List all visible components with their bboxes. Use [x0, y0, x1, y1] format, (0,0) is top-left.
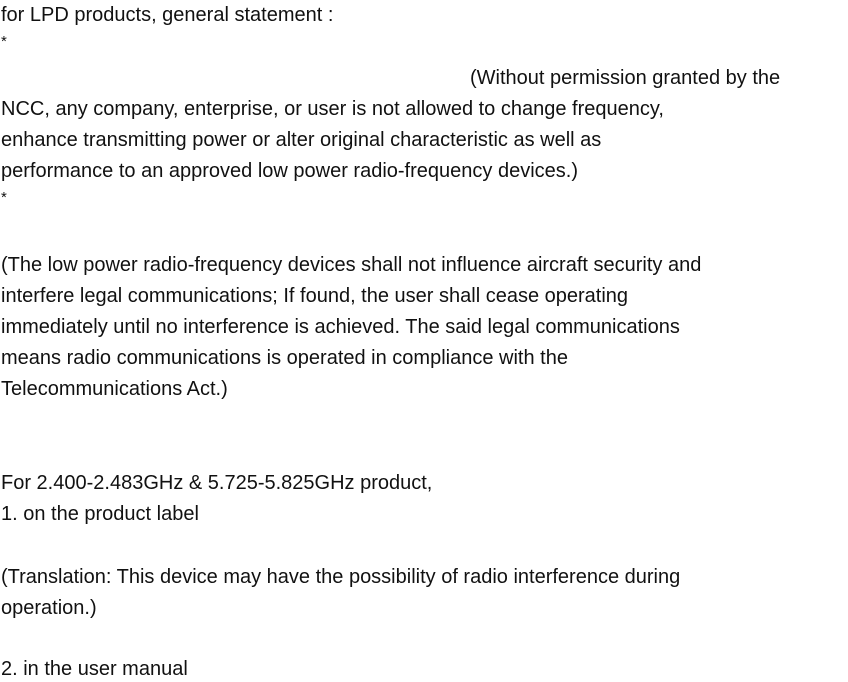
paragraph-1-line-3: enhance transmitting power or alter original characteristic as well as — [1, 129, 602, 151]
paragraph-1-line-4: performance to an approved low power radio-frequency devices.) — [1, 160, 578, 182]
paragraph-2-line-2: interfere legal communications; If found, the user shall cease operating — [1, 285, 629, 307]
paragraph-1-line-1: (Without permission granted by the — [470, 67, 781, 89]
list-item-user-manual: 2. in the user manual — [1, 658, 188, 680]
bullet-marker: * — [1, 189, 7, 206]
translation-line-2: operation.) — [1, 597, 97, 619]
paragraph-2-line-3: immediately until no interference is achieved. The said legal communications — [1, 316, 680, 338]
bullet-marker: * — [1, 33, 7, 50]
paragraph-2-line-5: Telecommunications Act.) — [1, 378, 228, 400]
product-heading: For 2.400-2.483GHz & 5.725-5.825GHz product, — [1, 472, 433, 494]
paragraph-1-line-2: NCC, any company, enterprise, or user is not allowed to change frequency, — [1, 98, 664, 120]
paragraph-2-line-1: (The low power radio-frequency devices shall not influence aircraft security and — [1, 254, 702, 276]
list-item-product-label: 1. on the product label — [1, 503, 199, 525]
translation-line-1: (Translation: This device may have the possibility of radio interference during — [1, 566, 681, 588]
intro-statement: for LPD products, general statement : — [1, 4, 334, 26]
paragraph-2-line-4: means radio communications is operated in compliance with the — [1, 347, 568, 369]
